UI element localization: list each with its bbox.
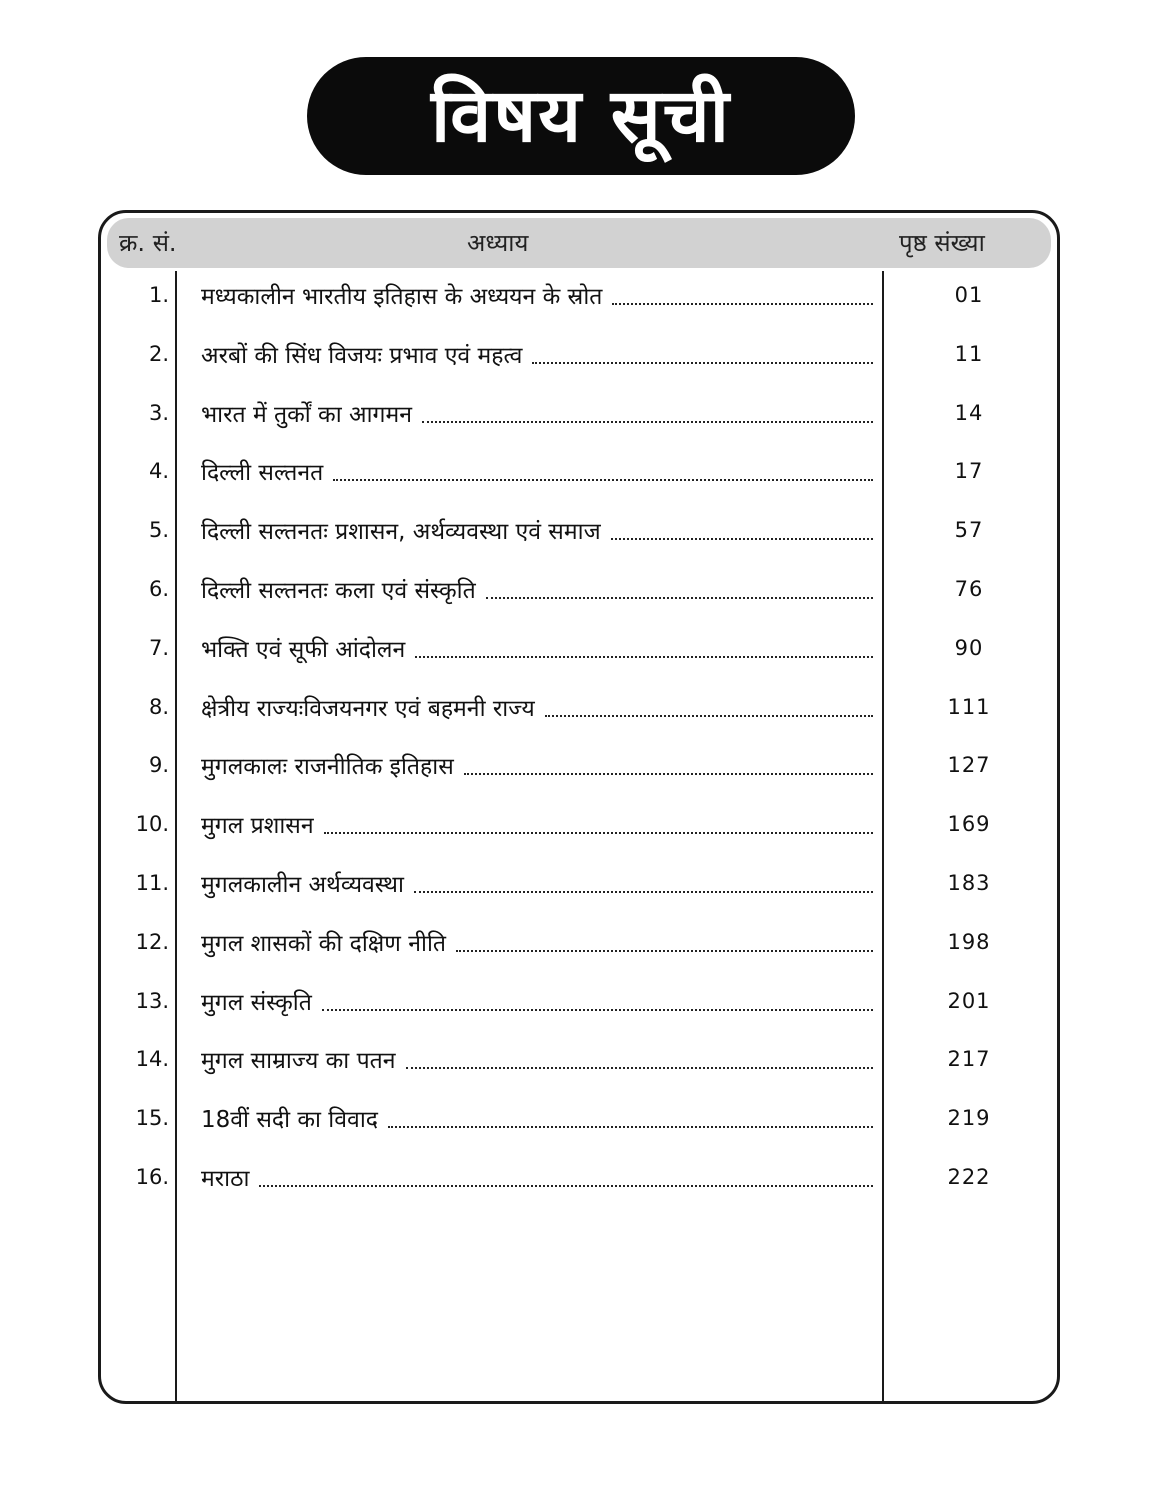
toc-serial-number: 10. (135, 812, 169, 837)
toc-chapter-title: मुगल संस्कृति (201, 989, 312, 1016)
toc-chapter-title: मध्यकालीन भारतीय इतिहास के अध्ययन के स्रोत (201, 284, 603, 310)
toc-serial-number: 8. (148, 694, 169, 719)
toc-chapter-title: दिल्ली सल्तनतः प्रशासन, अर्थव्यवस्था एवं समाज (201, 519, 601, 546)
toc-serial-number: 15. (135, 1106, 169, 1131)
toc-chapter-cell (201, 749, 873, 781)
toc-chapter-cell (201, 691, 873, 723)
toc-row (101, 563, 1057, 622)
dotted-leader (415, 656, 873, 658)
dotted-leader (456, 950, 873, 952)
toc-chapter-cell (201, 985, 873, 1017)
toc-row (101, 916, 1057, 975)
toc-page-number: 14 (954, 400, 984, 425)
toc-page-number: 111 (947, 694, 991, 719)
dotted-leader (333, 479, 873, 481)
toc-chapter-title: दिल्ली सल्तनत (201, 460, 324, 487)
page-title: विषय सूची (431, 73, 731, 159)
toc-chapter-cell (201, 573, 873, 605)
dotted-leader (414, 891, 873, 893)
dotted-leader (324, 832, 873, 834)
toc-chapter-cell (201, 1043, 873, 1075)
toc-row (101, 739, 1057, 798)
toc-page-number: 217 (947, 1047, 991, 1072)
toc-chapter-title: मुगल शासकों की दक्षिण नीति (201, 930, 447, 957)
toc-row (101, 1033, 1057, 1092)
toc-chapter-title: क्षेत्रीय राज्यःविजयनगर एवं बहमनी राज्य (201, 695, 535, 722)
toc-chapter-cell (201, 632, 873, 664)
table-of-contents (98, 210, 1060, 1404)
title-banner (307, 57, 855, 175)
toc-rows (101, 269, 1057, 1210)
dotted-leader (422, 421, 873, 423)
toc-row (101, 269, 1057, 328)
toc-row (101, 798, 1057, 857)
toc-chapter-title: दिल्ली सल्तनतः कला एवं संस्कृति (201, 577, 476, 604)
dotted-leader (464, 773, 873, 775)
toc-row (101, 681, 1057, 740)
toc-page-number: 17 (954, 459, 984, 484)
toc-chapter-cell (201, 867, 873, 899)
toc-chapter-cell (201, 455, 873, 487)
toc-page-number: 222 (947, 1164, 991, 1189)
toc-chapter-cell (201, 338, 873, 370)
toc-row (101, 857, 1057, 916)
dotted-leader (406, 1067, 873, 1069)
toc-serial-number: 14. (135, 1047, 169, 1072)
toc-page-number: 201 (947, 988, 991, 1013)
toc-chapter-title: मुगल साम्राज्य का पतन (201, 1048, 396, 1075)
toc-serial-number: 2. (148, 341, 169, 366)
toc-chapter-title: भक्ति एवं सूफी आंदोलन (201, 636, 406, 663)
toc-row (101, 1151, 1057, 1210)
toc-serial-number: 4. (148, 459, 169, 484)
toc-page-number: 11 (954, 341, 984, 366)
toc-serial-number: 5. (148, 518, 169, 543)
toc-serial-number: 12. (135, 929, 169, 954)
dotted-leader (486, 597, 873, 599)
toc-chapter-title: 18वीं सदी का विवाद (201, 1107, 378, 1134)
toc-page-number: 57 (954, 518, 984, 543)
dotted-leader (611, 538, 873, 540)
toc-serial-number: 6. (148, 576, 169, 601)
toc-serial-number: 7. (148, 635, 169, 660)
dotted-leader (322, 1009, 873, 1011)
toc-chapter-cell (201, 514, 873, 546)
dotted-leader (259, 1185, 873, 1187)
toc-chapter-title: मुगल प्रशासन (201, 813, 314, 840)
dotted-leader (388, 1126, 873, 1128)
toc-page-number: 90 (954, 635, 984, 660)
header-chapter: अध्याय (467, 229, 529, 257)
toc-chapter-cell (201, 1102, 873, 1134)
dotted-leader (545, 715, 873, 717)
toc-row (101, 504, 1057, 563)
toc-chapter-title: भारत में तुर्कों का आगमन (201, 401, 412, 428)
toc-serial-number: 13. (135, 988, 169, 1013)
toc-page-number: 183 (947, 870, 991, 895)
toc-page-number: 76 (954, 576, 984, 601)
dotted-leader (532, 362, 873, 364)
header-page-number: पृष्ठ संख्या (899, 229, 985, 257)
toc-row (101, 622, 1057, 681)
toc-chapter-title: मुगलकालीन अर्थव्यवस्था (201, 871, 404, 898)
toc-row (101, 975, 1057, 1034)
toc-page-number: 198 (947, 929, 991, 954)
toc-chapter-title: मराठा (201, 1165, 250, 1192)
header-serial-number: क्र. सं. (119, 229, 177, 257)
toc-row (101, 328, 1057, 387)
toc-chapter-title: मुगलकालः राजनीतिक इतिहास (201, 754, 454, 781)
dotted-leader (612, 303, 873, 305)
toc-row (101, 1092, 1057, 1151)
toc-serial-number: 3. (148, 400, 169, 425)
toc-serial-number: 9. (148, 753, 169, 778)
toc-serial-number: 16. (135, 1164, 169, 1189)
toc-page-number: 01 (954, 283, 984, 307)
toc-page-number: 169 (947, 812, 991, 837)
toc-chapter-title: अरबों की सिंध विजयः प्रभाव एवं महत्व (201, 342, 523, 369)
table-header (107, 218, 1051, 268)
toc-row (101, 387, 1057, 446)
toc-chapter-cell (201, 926, 873, 958)
toc-chapter-cell (201, 279, 873, 311)
toc-serial-number: 1. (148, 283, 169, 307)
toc-page-number: 219 (947, 1106, 991, 1131)
toc-serial-number: 11. (135, 870, 169, 895)
toc-row (101, 445, 1057, 504)
toc-chapter-cell (201, 1161, 873, 1193)
toc-chapter-cell (201, 808, 873, 840)
toc-page-number: 127 (947, 753, 991, 778)
toc-chapter-cell (201, 397, 873, 429)
